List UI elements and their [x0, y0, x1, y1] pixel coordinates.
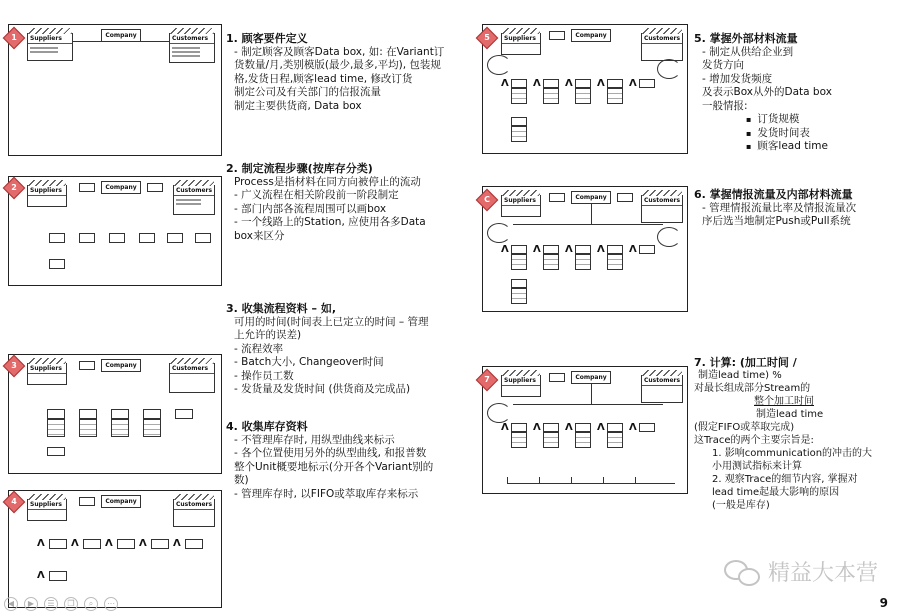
- company-box: Company: [101, 29, 141, 42]
- section-3-item: - 操作员工数: [234, 369, 294, 382]
- more-icon[interactable]: ⋯: [104, 597, 118, 611]
- slide-controls: [4, 597, 118, 611]
- section-7-text: [694, 356, 898, 512]
- section-7-item: (假定FIFO或萃取完成): [694, 422, 795, 433]
- wechat-watermark: [724, 556, 878, 587]
- diagram-slide-2: [8, 176, 222, 286]
- company-box: Company: [571, 371, 611, 384]
- section-2-item: - 部门内部各流程周围可以画box: [234, 202, 387, 215]
- section-3-heading: 3. 收集流程资料 – 如,: [226, 302, 336, 315]
- suppliers-box: Suppliers: [501, 195, 541, 217]
- section-4-item: - 不管理库存时, 用纵型曲线来标示: [234, 433, 395, 446]
- copy-icon[interactable]: ❐: [64, 597, 78, 611]
- section-7-item: 制造lead time: [756, 409, 824, 420]
- section-3-item: 上允许的误差): [234, 329, 302, 341]
- step-badge-1: 1: [3, 27, 26, 50]
- section-5-bullet: ▪ 发货时间表: [694, 127, 894, 141]
- section-4-item: - 各个位置使用另外的纵型曲线, 和报普数: [234, 447, 427, 459]
- customers-box: Customers: [169, 33, 215, 63]
- section-5-item: 一般情报:: [702, 99, 748, 112]
- section-1-item: 制定公司及有关部门的信报流量: [234, 86, 381, 98]
- section-5-item: 及表示Box从外的Data box: [702, 86, 832, 98]
- section-4-text: [226, 420, 476, 501]
- section-7-item: lead time起最大影响的原因: [712, 487, 840, 498]
- step-badge-3: 3: [3, 355, 26, 378]
- section-6-item: - 管理情报流量比率及情报流量次: [702, 201, 857, 214]
- company-box: Company: [101, 181, 141, 194]
- diagram-slide-4: Suppliers Company Customers Λ Λ Λ Λ Λ Λ: [8, 490, 222, 608]
- menu-icon[interactable]: ☰: [44, 597, 58, 611]
- section-7-item: 这Trace的两个主要宗旨是:: [694, 435, 814, 446]
- section-1-item: - 制定顾客及顾客Data box, 如: 在Variant订: [234, 45, 445, 58]
- previous-icon[interactable]: ◀: [4, 597, 18, 611]
- section-5-item: - 增加发货频度: [702, 72, 773, 85]
- section-2-item: - 一个线路上的Station, 应使用各多Data: [234, 216, 426, 228]
- section-1-item: 制定主要供货商, Data box: [234, 99, 362, 112]
- section-4-item: 整个Unit概要地标示(分开各个Variant别的: [234, 460, 434, 473]
- watermark-text: 精益大本营: [767, 561, 878, 586]
- section-2-item: - 广义流程在相关阶段前一阶段制定: [234, 189, 399, 201]
- section-7-item: (一般是库存): [712, 500, 770, 511]
- section-5-bullet: ▪ 顾客lead time: [694, 140, 894, 154]
- section-5-text: [694, 32, 894, 154]
- company-box: Company: [101, 495, 141, 508]
- section-2-item: box来区分: [234, 229, 285, 242]
- section-3-text: [226, 302, 476, 397]
- customers-box: Customers: [641, 195, 683, 223]
- section-7-item: 小用测试指标来计算: [712, 461, 802, 472]
- suppliers-box: Suppliers: [27, 363, 67, 385]
- section-6-heading: 6. 掌握情报流量及内部材料流量: [694, 188, 853, 201]
- step-badge-5: 5: [476, 27, 499, 50]
- suppliers-box: Suppliers: [501, 375, 541, 397]
- diagram-slide-6: Suppliers Company Customers Λ Λ Λ Λ Λ: [482, 186, 688, 312]
- section-3-item: - 流程效率: [234, 342, 284, 355]
- section-4-heading: 4. 收集库存资料: [226, 420, 308, 433]
- section-7-heading: 7. 计算: (加工时间 /: [694, 356, 797, 369]
- play-icon[interactable]: ▶: [24, 597, 38, 611]
- section-5-item: - 制定从供给企业到: [702, 45, 794, 58]
- company-box: Company: [571, 191, 611, 204]
- suppliers-box: Suppliers: [27, 185, 67, 207]
- section-5-heading: 5. 掌握外部材料流量: [694, 32, 798, 45]
- section-7-item: 对最长组成部分Stream的: [694, 383, 811, 394]
- customers-box: Customers: [173, 499, 215, 527]
- section-7-item: 制造lead time) %: [698, 370, 782, 381]
- customers-box: Customers: [173, 185, 215, 215]
- company-box: Company: [571, 29, 611, 42]
- section-4-item: - 管理库存时, 以FIFO或萃取库存来标示: [234, 487, 419, 500]
- section-7-item: 1. 影响communication的冲击的大: [712, 448, 873, 459]
- section-4-item: 数): [234, 474, 249, 486]
- customers-box: Customers: [641, 33, 683, 61]
- customers-box: Customers: [169, 363, 215, 393]
- section-1-item: 货数量/月,类别模版(最少,最多,平均), 包装规: [234, 59, 441, 71]
- section-7-item: 整个加工时间: [754, 396, 814, 407]
- customers-box: Customers: [641, 375, 683, 403]
- section-5-item: 发货方向: [702, 59, 744, 71]
- section-7-item: 2. 观察Trace的细节内容, 掌握对: [712, 474, 858, 485]
- diagram-slide-1: [8, 24, 222, 156]
- section-2-text: [226, 162, 476, 243]
- section-6-item: 序后选当地制定Push或Pull系统: [702, 215, 851, 227]
- search-icon[interactable]: ⌕: [84, 597, 98, 611]
- suppliers-box: Suppliers: [27, 33, 73, 61]
- company-box: Company: [101, 359, 141, 372]
- section-1-text: [226, 32, 476, 113]
- step-badge-6: C: [476, 189, 499, 212]
- diagram-slide-5: Suppliers Company Customers Λ Λ Λ Λ Λ: [482, 24, 688, 154]
- page-number: 9: [879, 596, 888, 610]
- step-badge-4: 4: [3, 491, 26, 514]
- section-2-heading: 2. 制定流程步骤(按库存分类): [226, 162, 373, 175]
- wechat-icon: [724, 558, 762, 586]
- section-1-item: 格,发货日程,顾客lead time, 修改订货: [234, 72, 413, 85]
- section-3-item: - 发货量及发货时间 (供货商及完成品): [234, 383, 411, 395]
- step-badge-2: 2: [3, 177, 26, 200]
- diagram-slide-7: Suppliers Company Customers Λ Λ Λ Λ Λ: [482, 366, 688, 494]
- section-5-bullet: ▪ 订货规模: [694, 113, 894, 127]
- suppliers-box: Suppliers: [501, 33, 541, 55]
- diagram-slide-3: [8, 354, 222, 474]
- section-3-item: - Batch大小, Changeover时间: [234, 356, 384, 368]
- section-6-text: [694, 188, 894, 229]
- section-1-heading: 1. 顾客要件定义: [226, 32, 308, 45]
- step-badge-7: 7: [476, 369, 499, 392]
- section-2-item: Process是指材料在同方向被停止的流动: [234, 175, 421, 188]
- suppliers-box: Suppliers: [27, 499, 67, 521]
- section-3-item: 可用的时间(时间表上已定立的时间 – 管理: [234, 315, 429, 328]
